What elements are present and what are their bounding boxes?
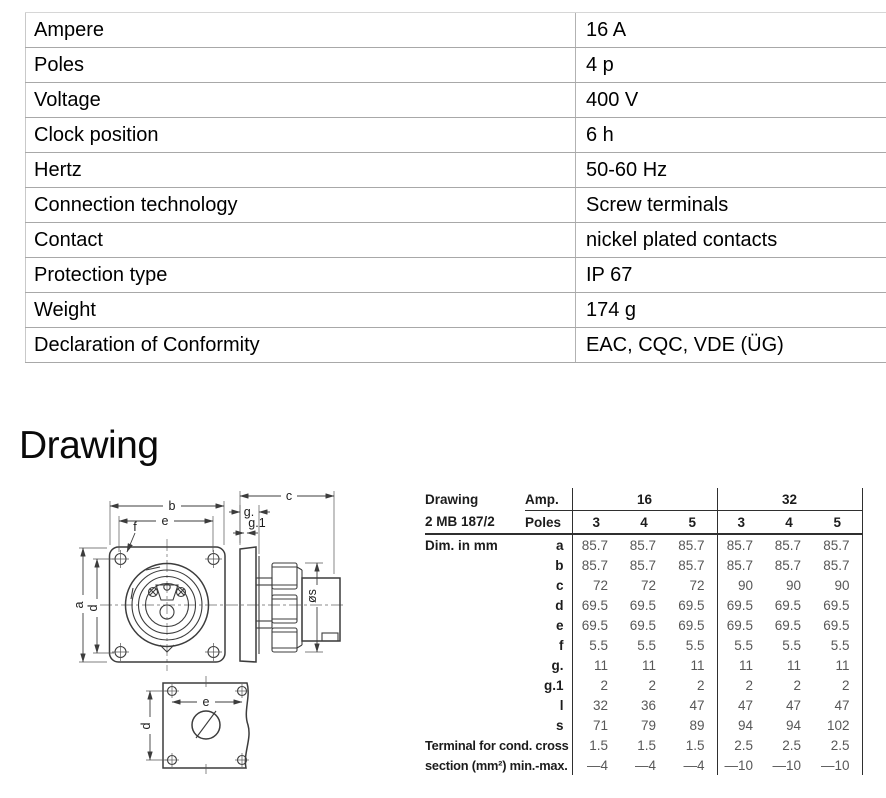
terminal-value: 1.5 [572, 735, 620, 755]
dim-value: 2 [572, 675, 620, 695]
dim-row [425, 715, 862, 735]
dim-label-b: b [168, 499, 176, 513]
dim-value: 85.7 [678, 537, 705, 553]
dim-value: 72 [572, 575, 620, 595]
dim-value: 71 [572, 715, 620, 735]
dim-label-e2: e [202, 695, 210, 709]
dim-row [425, 615, 862, 635]
dim-value: 69.5 [629, 617, 656, 633]
poles-label: Poles [525, 511, 572, 535]
dim-letter: d [555, 597, 564, 613]
dim-value: 85.7 [717, 555, 765, 575]
dim-value: 72 [640, 577, 656, 593]
dim-row [425, 675, 862, 695]
bottom-view [139, 676, 249, 774]
dim-row [425, 695, 862, 715]
dim-value: 47 [785, 697, 801, 713]
amp-group-16: 16 [572, 488, 717, 511]
dim-value: 94 [785, 717, 801, 733]
dim-value: 90 [813, 575, 862, 595]
dim-letter: b [555, 557, 564, 573]
dim-value: 72 [689, 577, 705, 593]
dim-value: 69.5 [813, 615, 862, 635]
spec-row [26, 118, 886, 153]
dim-value: 94 [717, 715, 765, 735]
dim-row [425, 595, 862, 615]
spec-value: IP 67 [576, 258, 886, 293]
dim-letter: f [559, 637, 564, 653]
dim-value: 69.5 [572, 615, 620, 635]
spec-row [26, 223, 886, 258]
dim-value: 102 [813, 715, 862, 735]
spec-label: Ampere [26, 13, 576, 48]
terminal-row [425, 755, 862, 775]
dim-value: 2 [696, 677, 705, 693]
terminal-value: 2.5 [717, 735, 765, 755]
dim-letter: g. [551, 657, 564, 673]
pole-col: 4 [765, 511, 813, 535]
dim-value: 90 [785, 577, 801, 593]
dim-value: 69.5 [717, 595, 765, 615]
dim-value: 5.5 [572, 635, 620, 655]
spec-value: 16 A [576, 13, 886, 48]
dim-value: 36 [640, 697, 656, 713]
spec-label: Weight [26, 293, 576, 328]
spec-label: Hertz [26, 153, 576, 188]
dim-value: 85.7 [572, 555, 620, 575]
dim-value: 69.5 [629, 597, 656, 613]
dim-value: 69.5 [572, 595, 620, 615]
spec-label: Voltage [26, 83, 576, 118]
spec-value: 400 V [576, 83, 886, 118]
dim-value: 32 [572, 695, 620, 715]
spec-value: 4 p [576, 48, 886, 83]
dim-value: 11 [572, 655, 620, 675]
dim-value: 11 [786, 657, 801, 673]
dim-row [425, 555, 862, 575]
dim-value: 69.5 [678, 597, 705, 613]
dim-letter: c [555, 577, 564, 593]
terminal-value: 1.5 [685, 737, 705, 753]
spec-value: 174 g [576, 293, 886, 328]
spec-row [26, 13, 886, 48]
spec-row [26, 48, 886, 83]
dim-row [425, 534, 862, 555]
spec-value: Screw terminals [576, 188, 886, 223]
dim-label-c: c [285, 489, 293, 503]
dim-value: 11 [813, 655, 862, 675]
dim-header-row-amp [425, 488, 862, 511]
dim-label-d2: d [139, 722, 153, 730]
spec-label: Protection type [26, 258, 576, 293]
dim-value: 85.7 [813, 555, 862, 575]
terminal-value: 1.5 [637, 737, 656, 753]
dim-row [425, 635, 862, 655]
spec-table [25, 12, 886, 363]
terminal-value: 2.5 [782, 737, 801, 753]
front-view [72, 499, 345, 671]
dim-table-title: Drawing [425, 491, 479, 507]
dim-value: 2 [793, 677, 801, 693]
spec-row [26, 258, 886, 293]
dim-value: 69.5 [678, 617, 705, 633]
dim-value: 47 [813, 695, 862, 715]
dim-value: 85.7 [813, 534, 862, 555]
dim-letter: e [555, 617, 564, 633]
dim-row [425, 575, 862, 595]
spec-row [26, 153, 886, 188]
spec-row [26, 83, 886, 118]
amp-label: Amp. [525, 488, 572, 511]
dim-value: 85.7 [572, 534, 620, 555]
spec-value: 50-60 Hz [576, 153, 886, 188]
dim-label-f: f [133, 520, 137, 534]
dim-value: 69.5 [717, 615, 765, 635]
terminal-value: —10 [772, 757, 801, 773]
side-view [229, 489, 340, 662]
dim-value: 47 [717, 695, 765, 715]
terminal-value: —10 [813, 755, 862, 775]
amp-group-32: 32 [717, 488, 862, 511]
dim-value: 89 [689, 717, 705, 733]
dim-value: 11 [690, 657, 705, 673]
section-title: Drawing [19, 424, 159, 467]
spec-label: Connection technology [26, 188, 576, 223]
terminal-label: section (mm²) min.-max. [425, 757, 568, 773]
pole-col: 5 [813, 511, 862, 535]
dim-value: 85.7 [629, 557, 656, 573]
dim-label-e: e [161, 514, 169, 528]
dimensions-table [425, 488, 863, 775]
dim-letter: s [555, 717, 564, 733]
spec-value: 6 h [576, 118, 886, 153]
spec-label: Contact [26, 223, 576, 258]
dim-header-row-poles [425, 511, 862, 535]
dim-value: 11 [641, 657, 656, 673]
dim-letter: l [559, 697, 564, 713]
dim-value: 5.5 [685, 637, 705, 653]
dim-value: 5.5 [813, 635, 862, 655]
spec-value: nickel plated contacts [576, 223, 886, 258]
pole-col: 3 [717, 511, 765, 535]
spec-row [26, 328, 886, 363]
pole-col: 3 [572, 511, 620, 535]
dim-label-g: g. [243, 505, 255, 519]
dim-value: 2 [648, 677, 656, 693]
dim-value: 5.5 [717, 635, 765, 655]
dim-value: 47 [689, 697, 705, 713]
dim-value: 2 [717, 675, 765, 695]
dim-value: 69.5 [774, 617, 801, 633]
pole-col: 5 [668, 511, 717, 535]
pole-col: 4 [620, 511, 668, 535]
terminal-value: —4 [683, 757, 705, 773]
dim-value: 5.5 [782, 637, 801, 653]
spec-label: Poles [26, 48, 576, 83]
dim-value: 11 [717, 655, 765, 675]
terminal-value: —4 [634, 757, 656, 773]
dim-label-g1: g.1 [248, 516, 266, 530]
dim-value: 85.7 [678, 557, 705, 573]
spec-label: Clock position [26, 118, 576, 153]
spec-row [26, 293, 886, 328]
dim-value: 85.7 [629, 537, 656, 553]
dim-value: 85.7 [774, 537, 801, 553]
dim-label-os: øs [305, 589, 319, 603]
terminal-label: Terminal for cond. cross [425, 737, 569, 753]
dim-caption: Dim. in mm [425, 537, 498, 553]
spec-label: Declaration of Conformity [26, 328, 576, 363]
terminal-value: —4 [572, 755, 620, 775]
spec-value: EAC, CQC, VDE (ÜG) [576, 328, 886, 363]
dim-label-d: d [86, 604, 100, 612]
dim-value: 85.7 [717, 534, 765, 555]
dim-value: 2 [813, 675, 862, 695]
dim-letter: a [555, 537, 564, 553]
dim-row [425, 655, 862, 675]
dim-value: 5.5 [637, 637, 656, 653]
dim-value: 69.5 [774, 597, 801, 613]
technical-drawing [55, 483, 355, 795]
dim-value: 79 [640, 717, 656, 733]
dim-label-a: a [72, 601, 86, 609]
terminal-row [425, 735, 862, 755]
dim-letter: g.1 [543, 677, 564, 693]
dim-value: 69.5 [813, 595, 862, 615]
dim-value: 85.7 [774, 557, 801, 573]
terminal-value: 2.5 [813, 735, 862, 755]
dim-table-subtitle: 2 MB 187/2 [425, 511, 525, 535]
spec-row [26, 188, 886, 223]
terminal-value: —10 [717, 755, 765, 775]
dim-value: 90 [717, 575, 765, 595]
